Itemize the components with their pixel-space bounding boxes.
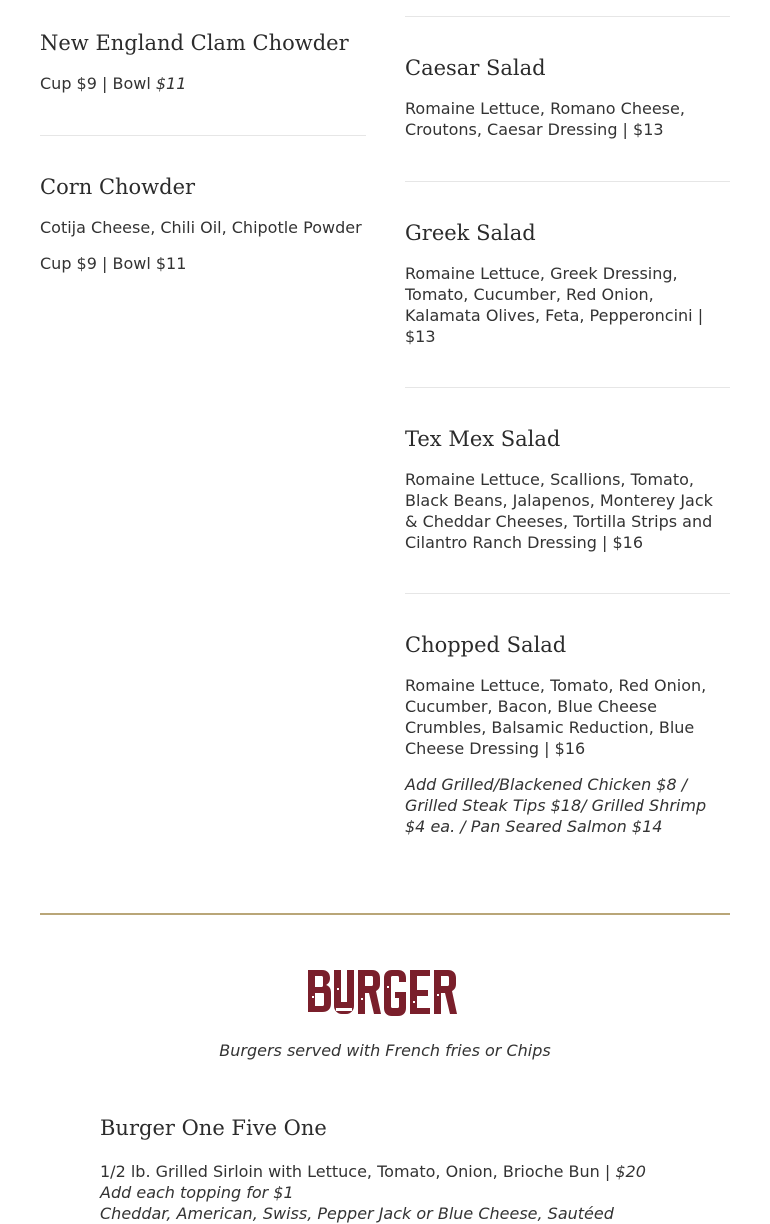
- burger-description: 1/2 lb. Grilled Sirloin with Lettuce, Tomato, Onion, Brioche Bun |: [100, 1162, 616, 1181]
- price-prefix: Cup $9 | Bowl: [40, 74, 156, 93]
- menu-item-description: [100, 1161, 720, 1182]
- divider: [405, 16, 730, 17]
- divider: [40, 135, 366, 136]
- menu-item-description: Romaine Lettuce, Greek Dressing, Tomato, Cucumber, Red Onion, Kalamata Olives, Feta, Pepperoncini | $13: [405, 264, 704, 346]
- price-bowl: $11: [155, 74, 187, 93]
- divider: [405, 593, 730, 594]
- divider: [405, 387, 730, 388]
- menu-item-title: Greek Salad: [405, 221, 536, 245]
- burger-item: [100, 1114, 720, 1224]
- topping-note: Add each topping for $1: [100, 1183, 294, 1202]
- menu-item-price: Cup $9 | Bowl $11: [40, 254, 187, 273]
- menu-item-description: Romaine Lettuce, Tomato, Red Onion, Cucumber, Bacon, Blue Cheese Crumbles, Balsamic Reduction, Blue Cheese Dressing | $16: [405, 676, 707, 758]
- menu-item-title: Burger One Five One: [100, 1116, 327, 1140]
- burgers-heading-logo: [307, 968, 463, 1018]
- menu-item-description: Cotija Cheese, Chili Oil, Chipotle Powder: [40, 218, 362, 237]
- menu-item-title: New England Clam Chowder: [40, 31, 349, 55]
- menu-item-title: Corn Chowder: [40, 175, 196, 199]
- menu-item-price: [40, 73, 186, 94]
- divider: [405, 181, 730, 182]
- burger-price: $20: [615, 1162, 646, 1181]
- burgers-heading-text: BURGERS: [307, 968, 312, 969]
- menu-item-title: Chopped Salad: [405, 633, 567, 657]
- topping-list: Cheddar, American, Swiss, Pepper Jack or Blue Cheese, Sautéed: [100, 1204, 614, 1223]
- salad-addons-note: Add Grilled/Blackened Chicken $8 / Grilled Steak Tips $18/ Grilled Shrimp $4 ea. / Pan Seared Salmon $14: [405, 775, 707, 836]
- burgers-subtitle: Burgers served with French fries or Chips: [219, 1041, 551, 1060]
- menu-item-title: Caesar Salad: [405, 56, 546, 80]
- menu-item-description: Romaine Lettuce, Scallions, Tomato, Black Beans, Jalapenos, Monterey Jack & Cheddar Cheeses, Tortilla Strips and Cilantro Ranch Dressing | $16: [405, 470, 713, 552]
- menu-item-title: Tex Mex Salad: [405, 427, 561, 451]
- menu-item-description: Romaine Lettuce, Romano Cheese, Croutons, Caesar Dressing | $13: [405, 99, 685, 139]
- section-divider: [40, 913, 730, 915]
